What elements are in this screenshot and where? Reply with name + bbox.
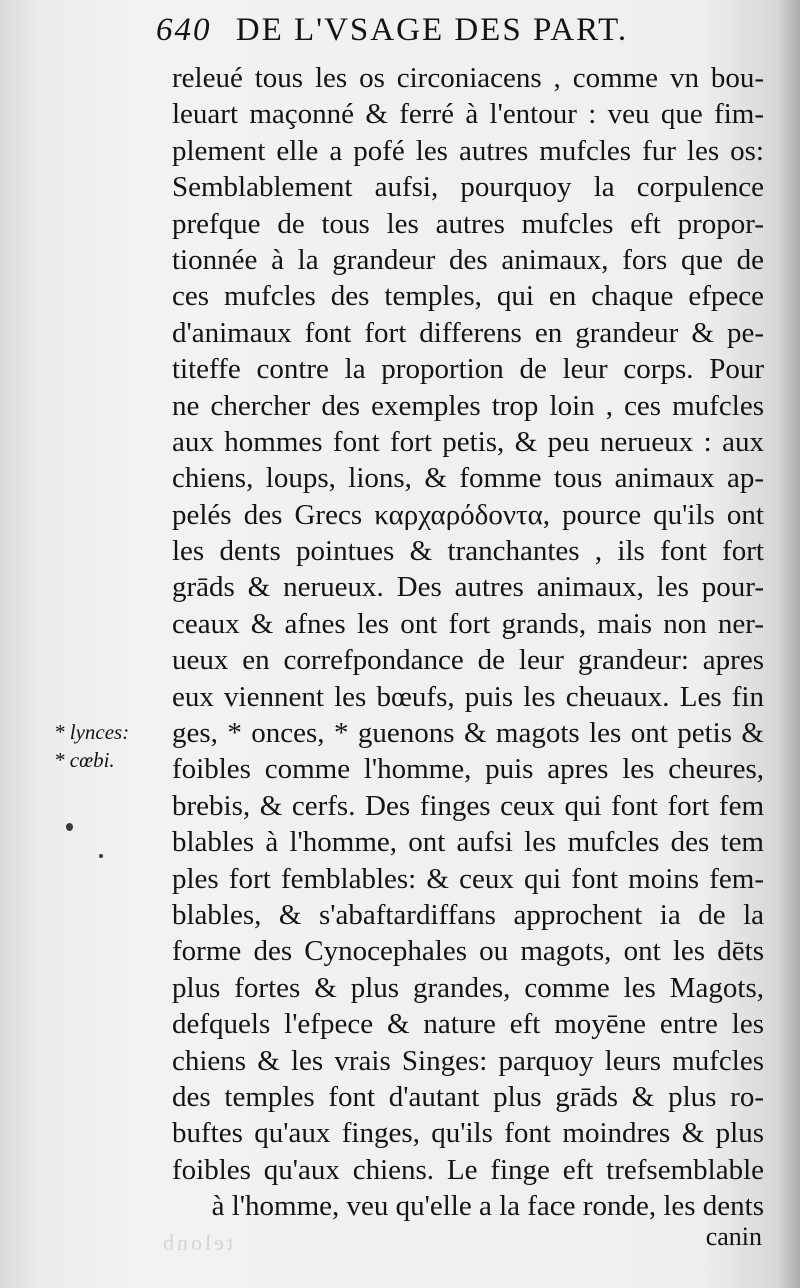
text-line: ples fort femblables: & ceux qui font moins fem-	[172, 862, 764, 895]
text-line: d'animaux font fort differens en grandeur & pe-	[172, 316, 764, 349]
text-line: defquels l'efpece & nature eft moyēne entre les	[172, 1008, 764, 1041]
text-line: ueux en correfpondance de leur grandeur: apres	[172, 644, 764, 677]
text-line: foibles comme l'homme, puis apres les cheures,	[172, 753, 764, 786]
text-line: grāds & nerueux. Des autres animaux, les pour-	[172, 571, 764, 604]
text-line: plement elle a pofé les autres mufcles fur les os:	[172, 134, 764, 167]
marginal-note: * lynces:	[54, 720, 130, 744]
text-line: plus fortes & plus grandes, comme les Magots,	[172, 971, 764, 1004]
ink-blot	[66, 823, 73, 831]
text-line: leuart maçonné & ferré à l'entour : veu que fim-	[172, 98, 764, 131]
text-line: releué tous les os circoniacens , comme vn bou-	[172, 62, 764, 94]
body-text	[172, 60, 764, 1225]
text-line: les dents pointues & tranchantes , ils font fort	[172, 535, 764, 568]
text-line: blables à l'homme, ont aufsi les mufcles des tem	[172, 826, 764, 859]
text-line: Semblablement aufsi, pourquoy la corpulence	[172, 171, 764, 204]
text-line: pelés des Grecs καρχαρόδοντα, pource qu'ils ont	[172, 498, 764, 531]
text-line: forme des Cynocephales ou magots, ont les dēts	[172, 935, 764, 968]
text-line: ces mufcles des temples, qui en chaque efpece	[172, 280, 764, 313]
text-line: des temples font d'autant plus grāds & plus ro-	[172, 1080, 764, 1113]
ink-blot	[99, 854, 103, 858]
text-line: foibles qu'aux chiens. Le finge eft trefsemblable	[172, 1153, 764, 1186]
marginal-note: * cœbi.	[54, 748, 115, 772]
marginal-notes	[54, 718, 164, 774]
text-line: buftes qu'aux finges, qu'ils font moindres & plus	[172, 1117, 764, 1150]
text-line: à l'homme, veu qu'elle a la face ronde, les dents	[211, 1190, 764, 1223]
text-line: tionnée à la grandeur des animaux, fors que de	[172, 243, 764, 276]
text-line: aux hommes font fort petis, & peu nerueux : aux	[172, 425, 764, 458]
bleed-through-text: telonb	[160, 1230, 233, 1255]
page-number: 640	[156, 12, 212, 48]
text-line: chiens & les vrais Singes: parquoy leurs mufcles	[172, 1044, 764, 1077]
text-line: eux viennent les bœufs, puis les cheuaux. Les fin	[172, 680, 764, 713]
text-line: titeffe contre la proportion de leur corps. Pour	[172, 353, 764, 386]
text-line: prefque de tous les autres mufcles eft propor-	[172, 207, 764, 240]
text-line: chiens, loups, lions, & fomme tous animaux ap-	[172, 462, 764, 495]
running-title: DE L'VSAGE DES PART.	[235, 12, 629, 48]
text-line: ges, * onces, * guenons & magots les ont petis &	[172, 717, 764, 750]
text-line: brebis, & cerfs. Des finges ceux qui font fort fem	[172, 789, 764, 822]
text-line: blables, & s'abaftardiffans approchent ia de la	[172, 898, 764, 931]
text-line: ceaux & afnes les ont fort grands, mais non ner-	[172, 607, 764, 640]
text-line: ne chercher des exemples trop loin , ces mufcles	[172, 389, 764, 422]
running-header	[156, 12, 776, 52]
catchword: canin	[705, 1222, 762, 1251]
gutter-shadow	[778, 0, 800, 1288]
